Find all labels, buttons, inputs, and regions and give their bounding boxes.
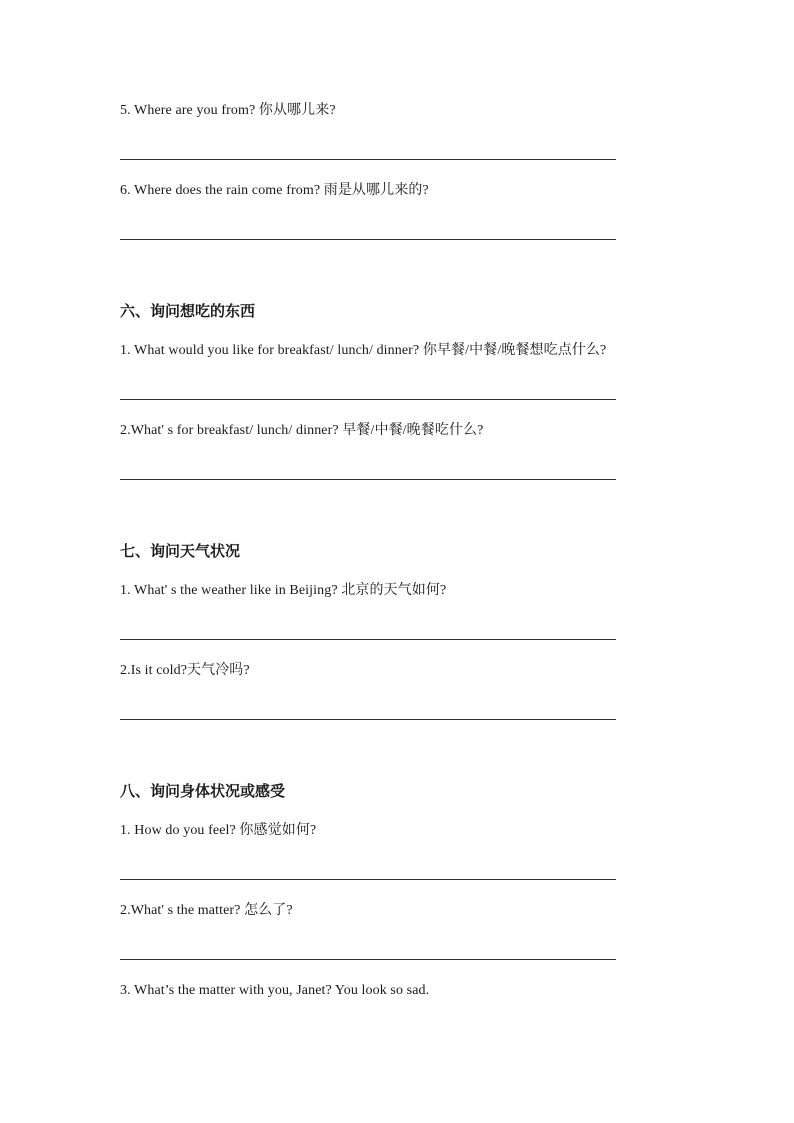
question-6-rain-from: 6. Where does the rain come from? 雨是从哪儿来的? <box>120 183 429 198</box>
question-weather-1: 1. What' s the weather like in Beijing? 北京的天气如何? <box>120 583 447 598</box>
answer-line[interactable] <box>120 879 616 880</box>
section-heading-health: 八、询问身体状况或感受 <box>120 782 286 800</box>
answer-line[interactable] <box>120 479 616 480</box>
question-health-2: 2.What' s the matter? 怎么了? <box>120 903 293 918</box>
answer-line[interactable] <box>120 159 616 160</box>
section-heading-food: 六、询问想吃的东西 <box>120 302 256 320</box>
answer-line[interactable] <box>120 239 616 240</box>
question-health-3: 3. What’s the matter with you, Janet? You look so sad. <box>120 983 430 998</box>
question-food-2: 2.What' s for breakfast/ lunch/ dinner? 早餐/中餐/晚餐吃什么? <box>120 423 484 438</box>
question-5-where-from: 5. Where are you from? 你从哪儿来? <box>120 103 336 118</box>
question-food-1: 1. What would you like for breakfast/ lunch/ dinner? 你早餐/中餐/晚餐想吃点什么? <box>120 343 607 358</box>
question-health-1: 1. How do you feel? 你感觉如何? <box>120 823 317 838</box>
answer-line[interactable] <box>120 959 616 960</box>
section-heading-weather: 七、询问天气状况 <box>120 542 241 560</box>
answer-line[interactable] <box>120 719 616 720</box>
question-weather-2: 2.Is it cold?天气冷吗? <box>120 663 250 678</box>
answer-line[interactable] <box>120 399 616 400</box>
answer-line[interactable] <box>120 639 616 640</box>
